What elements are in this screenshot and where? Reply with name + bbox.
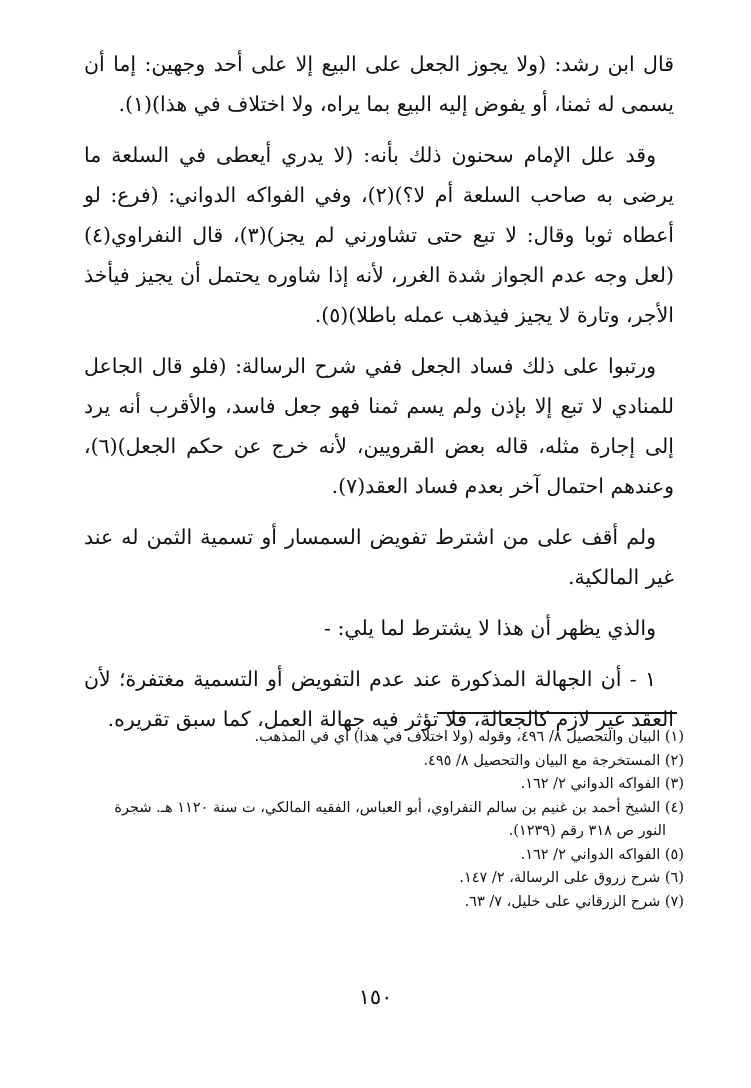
footnote-3: (٣) الفواكه الدواني ٢/ ١٦٢. — [520, 776, 684, 792]
paragraph-not-found: ولم أقف على من اشترط تفويض السمسار أو تسمية الثمن له عند غير المالكية. — [84, 525, 674, 589]
footnote-2: (٢) المستخرجة مع البيان والتحصيل ٨/ ٤٩٥. — [423, 752, 684, 769]
footnote-divider — [437, 712, 677, 714]
footnote-6: (٦) شرح زروق على الرسالة، ٢/ ١٤٧. — [459, 870, 684, 886]
paragraph-ibn-rushd: قال ابن رشد: (ولا يجوز الجعل على البيع إلا على أحد وجهين: إما أن يسمى له ثمنا، أو يفوض إليه البيع بما يراه، ولا اختلاف في هذا)(١). — [84, 52, 674, 116]
paragraph-sahnun: وقد علل الإمام سحنون ذلك بأنه: (لا يدري أيعطى في السلعة ما يرضى به صاحب السلعة أم لا؟)(٢)، وفي الفواكه الدواني: (فرع: لو أعطاه ثوبا وقال: لا تبع حتى تشاورني لم يجز)(٣)، قال النفراوي(٤) (لعل وجه عدم الجواز شدة الغرر، لأنه إذا شاوره يحتمل أن يجيز فيأخذ الأجر، وتارة لا يجيز فيذهب عمله باطلا)(٥). — [84, 143, 674, 327]
footnotes — [84, 726, 684, 914]
footnote-7: (٧) شرح الزرقاني على خليل، ٧/ ٦٣. — [464, 893, 684, 910]
paragraph-point-one: ١ - أن الجهالة المذكورة عند عدم التفويض أو التسمية مغتفرة؛ لأن العقد غير لازم كالجعالة، فلا تؤثر فيه جهالة العمل، كما سبق تقريره. — [84, 667, 674, 731]
paragraph-what-appears: والذي يظهر أن هذا لا يشترط لما يلي: - — [324, 616, 656, 640]
paragraph-risala: ورتبوا على ذلك فساد الجعل ففي شرح الرسالة: (فلو قال الجاعل للمنادي لا تبع إلا بإذن ولم يسم ثمنا فهو جعل فاسد، والأقرب أنه يرد إلى إجارة مثله، قاله بعض القرويين، لأنه خرج عن حكم الجعل)(٦)، وعندهم احتمال آخر بعدم فساد العقد(٧). — [84, 354, 674, 498]
main-text — [84, 44, 674, 750]
footnote-4: (٤) الشيخ أحمد بن غنيم بن سالم النفراوي، أبو العباس، الفقيه المالكي، ت سنة ١١٢٠ هـ. شجرة النور ص ٣١٨ رقم (١٢٣٩). — [114, 799, 684, 839]
footnote-1: (١) البيان والتحصيل ٨/ ٤٩٦، وقوله (ولا اختلاف في هذا) أي في المذهب. — [254, 729, 684, 745]
page-number: ١٥٠ — [358, 985, 393, 1009]
footnote-5: (٥) الفواكه الدواني ٢/ ١٦٢. — [520, 846, 684, 863]
